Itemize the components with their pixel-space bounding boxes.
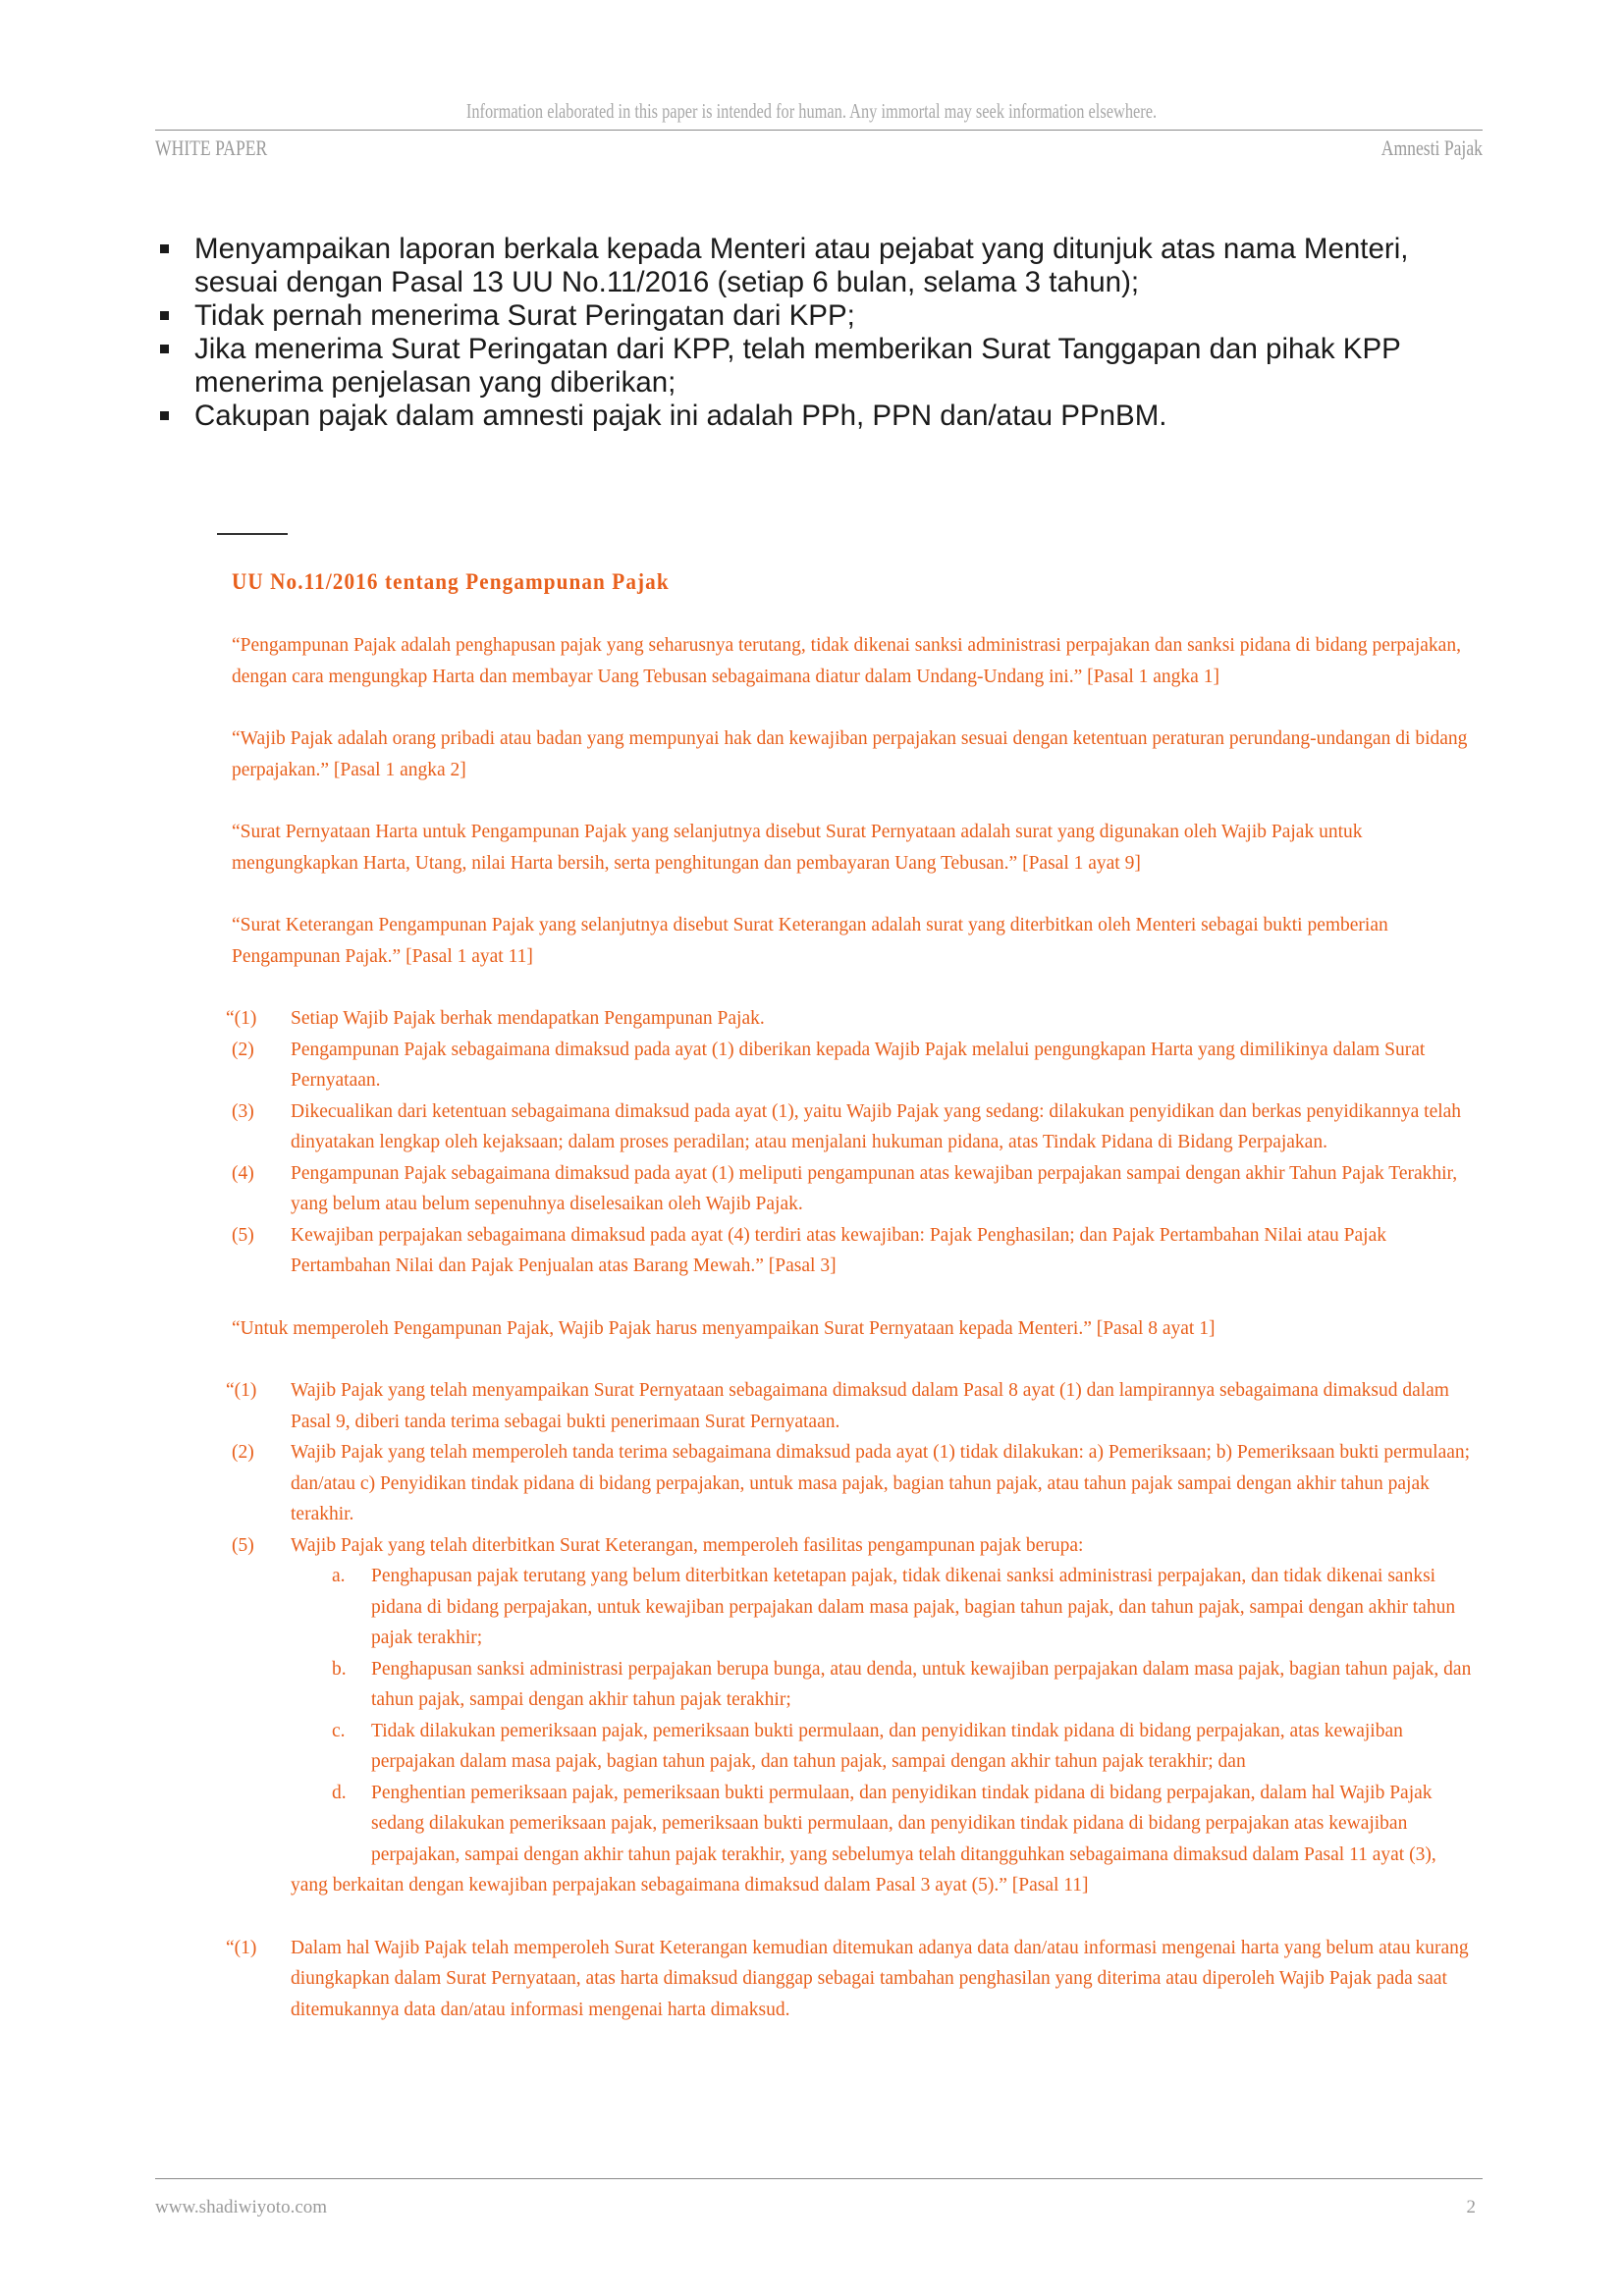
list-item: b. Penghapusan sanksi administrasi perpajakan berupa bunga, atau denda, untuk kewajiban perpajakan dalam masa pajak, bagian tahun pajak, dan tahun pajak, sampai dengan akhir tahun pajak terakhir; bbox=[332, 1658, 1472, 1710]
definition-paragraph: “Surat Pernyataan Harta untuk Pengampunan Pajak yang selanjutnya disebut Surat Pernyataan adalah surat yang digunakan oleh Wajib Pajak untuk mengungkapkan Harta, Utang, nilai Harta bersih, serta penghitungan dan pembayaran Uang Tebusan.” [Pasal 1 ayat 9] bbox=[232, 822, 1363, 874]
list-item: “(1) Wajib Pajak yang telah menyampaikan Surat Pernyataan sebagaimana dimaksud dalam Pasal 8 ayat (1) dan lampirannya sebagaimana dimaksud dalam Pasal 9, diberi tanda terima sebagai bukti penerimaan Surat Pernyataan. bbox=[226, 1380, 1449, 1432]
header-left: WHITE PAPER bbox=[155, 135, 268, 160]
list-item: d. Penghentian pemeriksaan pajak, pemeriksaan bukti permulaan, dan penyidikan tindak pidana di bidang perpajakan, dalam hal Wajib Pajak sedang dilakukan pemeriksaan pajak, pemeriksaan bukti permulaan, dan penyidikan tindak pidana di bidang perpajakan atas kewajiban perpajakan, sampai dengan akhir tahun pajak terakhir, yang sebelumya telah ditangguhkan sebagaimana dimaksud dalam Pasal 11 ayat (3), bbox=[332, 1782, 1436, 1865]
pasal-8-paragraph: “Untuk memperoleh Pengampunan Pajak, Wajib Pajak harus menyampaikan Surat Pernyataan kepada Menteri.” [Pasal 8 ayat 1] bbox=[232, 1317, 1216, 1339]
list-item: (3) Dikecualikan dari ketentuan sebagaimana dimaksud pada ayat (1), yaitu Wajib Pajak yang sedang: dilakukan penyidikan dan berkas penyidikannya telah dinyatakan lengkap oleh kejaksaan; dalam proses peradilan; atau menjalani hukuman pidana, atas Tindak Pidana di Bidang Perpajakan. bbox=[232, 1100, 1462, 1152]
header-rule bbox=[155, 130, 1483, 131]
list-item: (4) Pengampunan Pajak sebagaimana dimaksud pada ayat (1) meliputi pengampunan atas kewajiban perpajakan sampai dengan akhir Tahun Pajak Terakhir, yang belum atau belum sepenuhnya diselesaikan oleh Wajib Pajak. bbox=[232, 1162, 1458, 1214]
list-item: (5) Wajib Pajak yang telah diterbitkan Surat Keterangan, memperoleh fasilitas pengampunan pajak berupa: bbox=[232, 1534, 1084, 1556]
definition-paragraph: “Pengampunan Pajak adalah penghapusan pajak yang seharusnya terutang, tidak dikenai sanksi administrasi perpajakan dan sanksi pidana di bidang perpajakan, dengan cara mengungkap Harta dan membayar Uang Tebusan sebagaimana diatur dalam Undang-Undang ini.” [Pasal 1 angka 1] bbox=[232, 635, 1461, 687]
list-item: (2) Pengampunan Pajak sebagaimana dimaksud pada ayat (1) diberikan kepada Wajib Pajak melalui pengungkapan Harta yang dimilikinya dalam Surat Pernyataan. bbox=[232, 1039, 1426, 1091]
list-item: Tidak pernah menerima Surat Peringatan dari KPP; bbox=[157, 299, 1492, 333]
list-item: “(1) Dalam hal Wajib Pajak telah memperoleh Surat Keterangan kemudian ditemukan adanya data dan/atau informasi mengenai harta yang belum atau kurang diungkapkan dalam Surat Pernyataan, atas harta dimaksud dianggap sebagai tambahan penghasilan yang diterima atau diperoleh Wajib Pajak pada saat ditemukannya data dan/atau informasi mengenai harta dimaksud. bbox=[226, 1937, 1469, 2020]
pasal-11-tail: yang berkaitan dengan kewajiban perpajakan sebagaimana dimaksud dalam Pasal 3 ayat (5).” [Pasal 11] bbox=[291, 1875, 1089, 1896]
pasal-11-sublist bbox=[332, 1561, 1479, 1870]
list-item: Menyampaikan laporan berkala kepada Menteri atau pejabat yang ditunjuk atas nama Menteri, sesuai dengan Pasal 13 UU No.11/2016 (setiap 6 bulan, selama 3 tahun); bbox=[157, 233, 1492, 299]
footer-website: www.shadiwiyoto.com bbox=[155, 2197, 328, 2217]
footer-rule bbox=[155, 2178, 1483, 2179]
square-bullet-icon bbox=[160, 411, 169, 420]
note-body bbox=[226, 630, 1479, 2025]
definition-paragraph: “Wajib Pajak adalah orang pribadi atau badan yang mempunyai hak dan kewajiban perpajakan sesuai dengan ketentuan peraturan perundang-undangan di bidang perpajakan.” [Pasal 1 angka 2] bbox=[232, 728, 1468, 780]
list-item: (2) Wajib Pajak yang telah memperoleh tanda terima sebagaimana dimaksud pada ayat (1) tidak dilakukan: a) Pemeriksaan; b) Pemeriksaan bukti permulaan; dan/atau c) Penyidikan tindak pidana di bidang perpajakan, untuk masa pajak, bagian tahun pajak, atau tahun pajak sampai dengan akhir tahun pajak terakhir. bbox=[232, 1442, 1471, 1524]
square-bullet-icon bbox=[160, 345, 169, 353]
footnote-divider bbox=[217, 533, 288, 535]
square-bullet-icon bbox=[160, 311, 169, 320]
list-item: Cakupan pajak dalam amnesti pajak ini adalah PPh, PPN dan/atau PPnBM. bbox=[157, 400, 1492, 433]
requirements-list bbox=[157, 233, 1492, 433]
square-bullet-icon bbox=[160, 244, 169, 253]
page-number: 2 bbox=[1466, 2197, 1476, 2217]
legal-note bbox=[226, 569, 1479, 2025]
definition-paragraph: “Surat Keterangan Pengampunan Pajak yang selanjutnya disebut Surat Keterangan adalah surat yang diterbitkan oleh Menteri sebagai bukti pemberian Pengampunan Pajak.” [Pasal 1 ayat 11] bbox=[232, 915, 1388, 967]
header-note: Information elaborated in this paper is intended for human. Any immortal may seek information elsewhere. bbox=[465, 99, 1158, 123]
list-item: Jika menerima Surat Peringatan dari KPP, telah memberikan Surat Tanggapan dan pihak KPP menerima penjelasan yang diberikan; bbox=[157, 333, 1492, 400]
header-right: Amnesti Pajak bbox=[1380, 135, 1483, 160]
pasal-18-list bbox=[226, 1933, 1479, 2026]
list-item: a. Penghapusan pajak terutang yang belum diterbitkan ketetapan pajak, tidak dikenai sanksi administrasi perpajakan, dan tidak dikenai sanksi pidana di bidang perpajakan, untuk kewajiban perpajakan dalam masa pajak, bagian tahun pajak, dan tahun pajak, sampai dengan akhir tahun pajak terakhir; bbox=[332, 1566, 1456, 1648]
note-title: UU No.11/2016 tentang Pengampunan Pajak bbox=[232, 569, 670, 594]
pasal-11-list bbox=[226, 1375, 1479, 1901]
list-item: c. Tidak dilakukan pemeriksaan pajak, pemeriksaan bukti permulaan, dan penyidikan tindak pidana di bidang perpajakan, atas kewajiban perpajakan dalam masa pajak, bagian tahun pajak, dan tahun pajak, sampai dengan akhir tahun pajak terakhir; dan bbox=[332, 1720, 1403, 1772]
pasal-3-list bbox=[226, 1003, 1479, 1282]
list-item: (5) Kewajiban perpajakan sebagaimana dimaksud pada ayat (4) terdiri atas kewajiban: Pajak Penghasilan; dan Pajak Pertambahan Nilai atau Pajak Pertambahan Nilai dan Pajak Penjualan atas Barang Mewah.” [Pasal 3] bbox=[232, 1224, 1386, 1276]
list-item: “(1) Setiap Wajib Pajak berhak mendapatkan Pengampunan Pajak. bbox=[226, 1008, 765, 1029]
